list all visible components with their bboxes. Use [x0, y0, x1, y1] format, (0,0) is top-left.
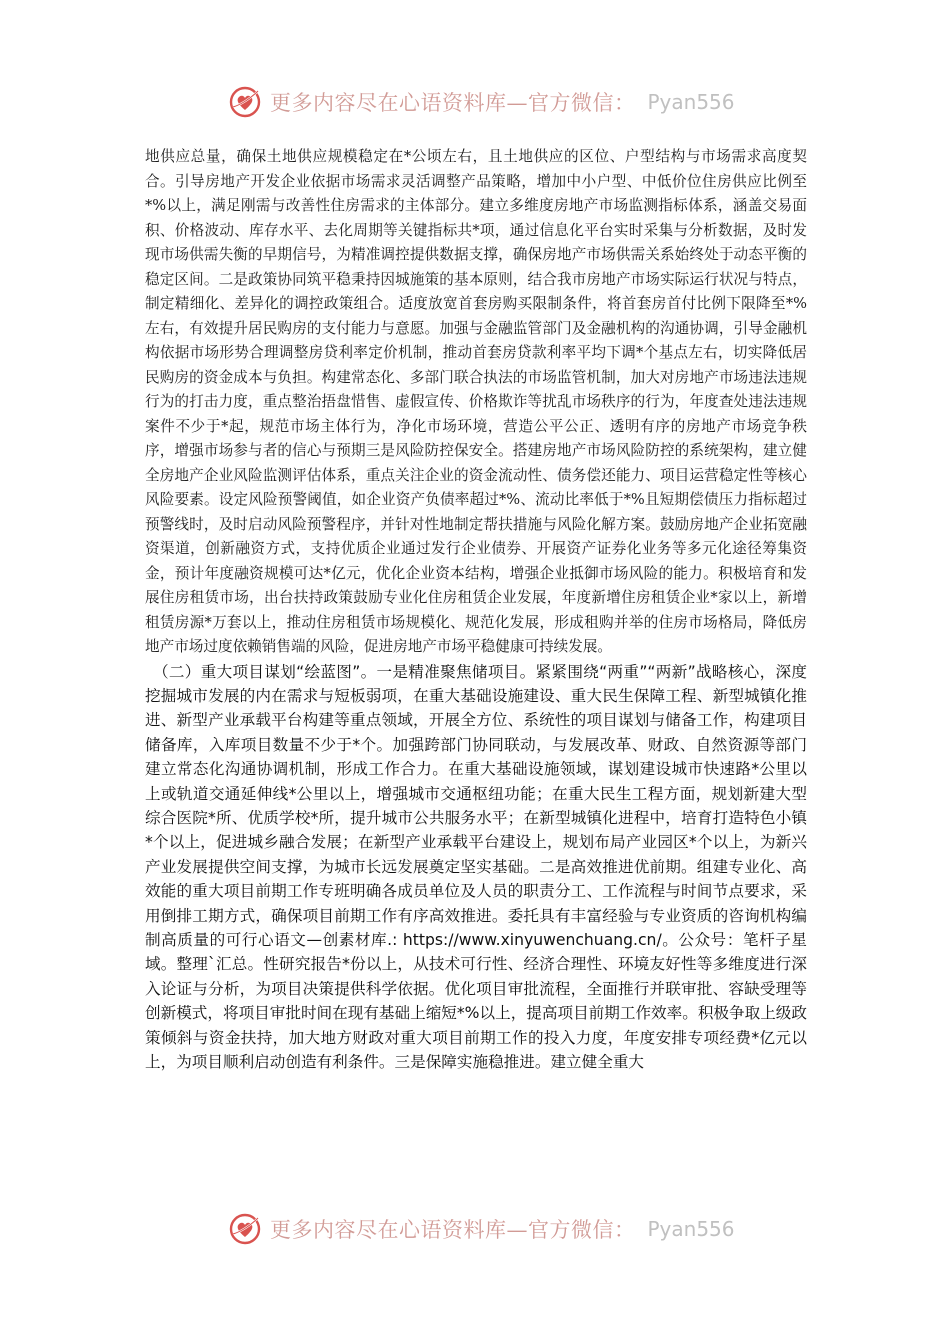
- watermark-text: 更多内容尽在心语资料库—官方微信：: [270, 1218, 636, 1242]
- watermark-wechat-id: Pyan556: [647, 90, 735, 114]
- document-body: [145, 145, 807, 1074]
- watermark-wechat-id: Pyan556: [647, 1217, 735, 1241]
- stylized-heart-logo-icon: [228, 1212, 262, 1246]
- paragraph-real-estate: 地供应总量，确保土地供应规模稳定在*公顷左右，且土地供应的区位、户型结构与市场需求高度契合。引导房地产开发企业依据市场需求灵活调整产品策略，增加中小户型、中低价位住房供应比例至*%以上，满足刚需与改善性住房需求的主体部分。建立多维度房地产市场监测指标体系，涵盖交易面积、价格波动、库存水平、去化周期等关键指标共*项，通过信息化平台实时采集与分析数据，及时发现市场供需失衡的早期信号，为精准调控提供数据支撑，确保房地产市场供需关系始终处于动态平衡的稳定区间。二是政策协同筑平稳秉持因城施策的基本原则，结合我市房地产市场实际运行状况与特点，制定精细化、差异化的调控政策组合。适度放宽首套房购买限制条件，将首套房首付比例下限降至*%左右，有效提升居民购房的支付能力与意愿。加强与金融监管部门及金融机构的沟通协调，引导金融机构依据市场形势合理调整房贷利率定价机制，推动首套房贷款利率平均下调*个基点左右，切实降低居民购房的资金成本与负担。构建常态化、多部门联合执法的市场监管机制，加大对房地产市场违法违规行为的打击力度，重点整治捂盘惜售、虚假宣传、价格欺诈等扰乱市场秩序的行为，年度查处违法违规案件不少于*起，规范市场主体行为，净化市场环境，营造公平公正、透明有序的房地产市场竞争秩序，增强市场参与者的信心与预期三是风险防控保安全。搭建房地产市场风险防控的系统架构，建立健全房地产企业风险监测评估体系，重点关注企业的资金流动性、债务偿还能力、项目运营稳定性等核心风险要素。设定风险预警阈值，如企业资产负债率超过*%、流动比率低于*%且短期偿债压力指标超过预警线时，及时启动风险预警程序，并针对性地制定帮扶措施与风险化解方案。鼓励房地产企业拓宽融资渠道，创新融资方式，支持优质企业通过发行企业债券、开展资产证券化业务等多元化途径筹集资金，预计年度融资规模可达*亿元，优化企业资本结构，增强企业抵御市场风险的能力。积极培育和发展住房租赁市场，出台扶持政策鼓励专业化住房租赁企业发展，年度新增住房租赁企业*家以上，新增租赁房源*万套以上，推动住房租赁市场规模化、规范化发展，形成租购并举的住房市场格局，降低房地产市场过度依赖销售端的风险，促进房地产市场平稳健康可持续发展。: [145, 148, 807, 655]
- paragraph-major-projects: （二）重大项目谋划“绘蓝图”。一是精准聚焦储项目。紧紧围绕“两重”“两新”战略核心，深度挖掘城市发展的内在需求与短板弱项，在重大基础设施建设、重大民生保障工程、新型城镇化推进、新型产业承载平台构建等重点领域，开展全方位、系统性的项目谋划与储备工作，构建项目储备库，入库项目数量不少于*个。加强跨部门协同联动，与发展改革、财政、自然资源等部门建立常态化沟通协调机制，形成工作合力。在重大基础设施领域，谋划建设城市快速路*公里以上或轨道交通延伸线*公里以上，增强城市交通枢纽功能；在重大民生工程方面，规划新建大型综合医院*所、优质学校*所，提升城市公共服务水平；在新型城镇化进程中，培育打造特色小镇*个以上，促进城乡融合发展；在新型产业承载平台建设上，规划布局产业园区*个以上，为新兴产业发展提供空间支撑，为城市长远发展奠定坚实基础。二是高效推进优前期。组建专业化、高效能的重大项目前期工作专班明确各成员单位及人员的职责分工、工作流程与时间节点要求，采用倒排工期方式，确保项目前期工作有序高效推进。委托具有丰富经验与专业资质的咨询机构编制高质量的可行心语文—创素材库.: https://www.xinyuwenchuang.cn/。公众号：笔杆子星域。整理`汇总。性研究报告*份以上，从技术可行性、经济合理性、环境友好性等多维度进行深入论证与分析，为项目决策提供科学依据。优化项目审批流程，全面推行并联审批、容缺受理等创新模式，将项目审批时间在现有基础上缩短*%以上，提高项目前期工作效率。积极争取上级政策倾斜与资金扶持，加大地方财政对重大项目前期工作的投入力度，年度安排专项经费*亿元以上，为项目顺利启动创造有利条件。三是保障实施稳推进。建立健全重大: [145, 662, 807, 1071]
- watermark-text: 更多内容尽在心语资料库—官方微信：: [270, 91, 636, 115]
- watermark-banner-bottom: [228, 1211, 735, 1247]
- stylized-heart-logo-icon: [228, 85, 262, 119]
- watermark-banner-top: [228, 84, 735, 120]
